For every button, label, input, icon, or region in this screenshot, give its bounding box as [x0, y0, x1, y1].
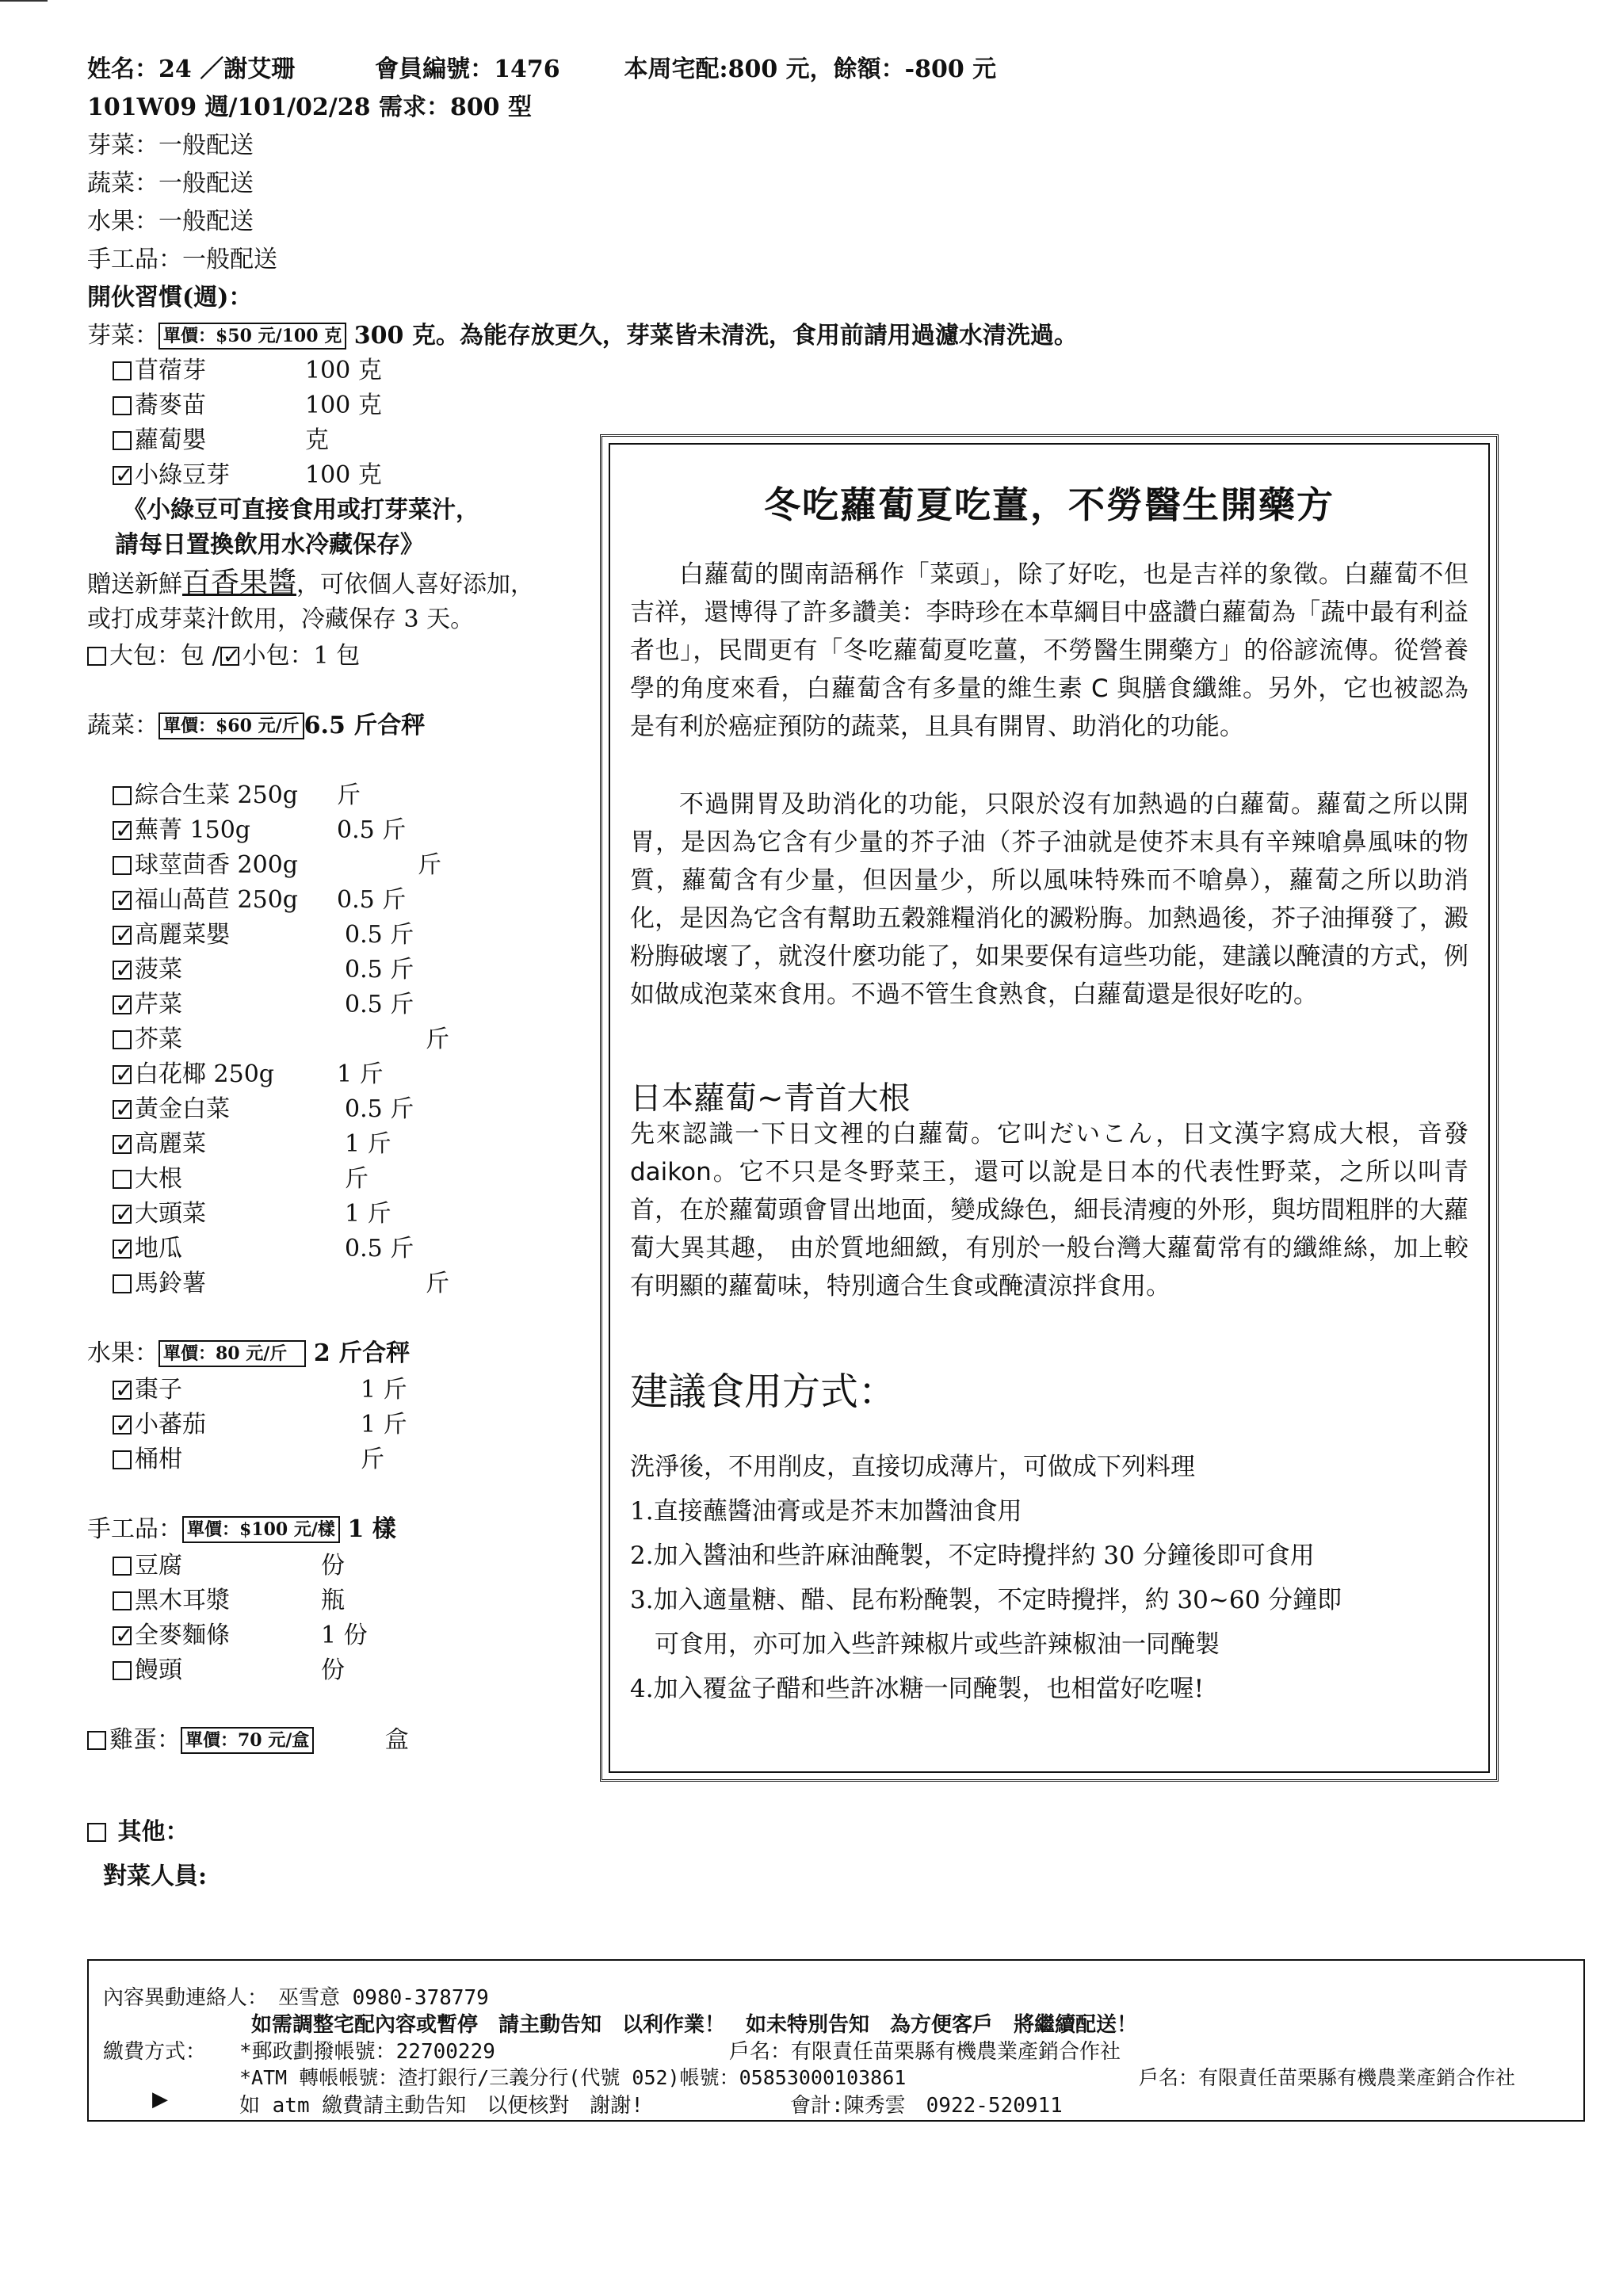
fruit-item[interactable]	[113, 1374, 407, 1406]
item-qty: 0.5 斤	[345, 1235, 414, 1263]
item-name: 菠菜	[135, 956, 182, 984]
checkbox[interactable]	[87, 1823, 106, 1842]
item-qty: 斤	[426, 1270, 449, 1297]
pack-size-row	[87, 640, 360, 672]
gift-line-2: 或打成芽菜汁飲用，冷藏保存 3 天。	[87, 606, 475, 633]
gift-text: 贈送新鮮	[87, 571, 182, 598]
handmade-price: 單價：$100 元/樣	[182, 1516, 340, 1543]
handmade-item[interactable]	[113, 1550, 345, 1582]
other-label: 其他：	[117, 1818, 189, 1846]
vegetable-item[interactable]	[113, 1094, 414, 1125]
article-inner-frame	[609, 443, 1490, 1773]
scan-edge-mark	[0, 0, 48, 2]
item-name: 芥菜	[135, 1026, 182, 1053]
delivery-sprouts: 芽菜：一般配送	[87, 132, 254, 159]
item-name: 大根	[135, 1165, 182, 1193]
item-name: 蕪菁 150g	[135, 816, 251, 844]
handmade-item[interactable]	[113, 1655, 345, 1687]
usage-item: 3.加入適量糖、醋、昆布粉醃製，不定時攪拌，約 30~60 分鐘即	[630, 1586, 1342, 1614]
weekly-balance: 本周宅配:800 元，餘額：-800 元	[624, 55, 997, 83]
vegetables-total: 6.5 斤合秤	[304, 712, 426, 739]
vegetable-item[interactable]	[113, 1129, 391, 1160]
vegetable-item[interactable]	[113, 850, 441, 881]
vegetables-label: 蔬菜：	[87, 712, 158, 739]
sprout-item[interactable]	[113, 425, 329, 457]
usage-item: 1.直接蘸醬油膏或是芥末加醬油食用	[630, 1497, 1022, 1526]
checkbox[interactable]	[113, 1557, 132, 1576]
item-qty: 份	[321, 1552, 345, 1580]
delivery-vegetables: 蔬菜：一般配送	[87, 170, 254, 197]
vegetable-item[interactable]	[113, 780, 361, 812]
checkbox[interactable]	[113, 1030, 132, 1049]
header-row	[87, 54, 996, 86]
vegetables-price: 單價：$60 元/斤	[158, 712, 304, 739]
fruits-price: 單價：80 元/斤	[158, 1340, 306, 1367]
checkbox[interactable]	[87, 1731, 106, 1750]
gift-product: 百香果醬	[182, 567, 297, 599]
sprouts-header	[87, 320, 1078, 352]
item-name: 球莖茴香 200g	[135, 851, 299, 879]
article-paragraph-3: 先來認識一下日文裡的白蘿蔔。它叫だいこん，日文漢字寫成大根，音發 daikon。它不只是冬野菜王，還可以說是日本的代表性野菜，之所以叫青首，在於蘿蔔頭會冒出地面，變成綠色，細長清瘦的外形，與坊間粗胖的大蘿蔔大異其趣， 由於質地細緻，有別於一般台灣大蘿蔔常有的纖維絲，加上較有明顯的蘿蔔味，特別適合生食或醃漬涼拌食用。	[630, 1120, 1468, 1301]
checkbox[interactable]	[113, 856, 132, 875]
eggs-row[interactable]	[87, 1725, 409, 1756]
item-qty: 克	[305, 426, 329, 454]
item-qty: 斤	[345, 1165, 369, 1193]
vegetable-item[interactable]	[113, 1198, 391, 1230]
checkbox-checked[interactable]	[113, 1626, 132, 1645]
item-name: 福山萵苣 250g	[135, 886, 299, 914]
checkbox-checked[interactable]	[113, 1381, 132, 1400]
pay-label: 繳費方式：	[103, 2040, 207, 2064]
delivery-fruits: 水果：一般配送	[87, 208, 254, 235]
item-name: 苜蓿芽	[135, 357, 206, 384]
item-name: 地瓜	[135, 1235, 182, 1263]
item-name: 豆腐	[135, 1552, 182, 1580]
vegetable-item[interactable]	[113, 919, 414, 951]
usage-item: 可食用，亦可加入些許辣椒片或些許辣椒油一同醃製	[630, 1630, 1220, 1659]
item-name: 高麗菜	[135, 1130, 206, 1158]
checkbox[interactable]	[113, 1274, 132, 1293]
handmade-total: 1 樣	[347, 1515, 396, 1543]
item-name: 饅頭	[135, 1656, 182, 1684]
item-qty: 0.5 斤	[337, 886, 407, 914]
item-name: 小蕃茄	[135, 1411, 206, 1438]
article-paragraph-1: 白蘿蔔的閩南語稱作「菜頭」，除了好吃，也是吉祥的象徵。白蘿蔔不但吉祥，還博得了許多讚美：李時珍在本草綱目中盛讚白蘿蔔為「蔬中最有利益者也」，民間更有「冬吃蘿蔔夏吃薑，不勞醫生開藥方」的俗諺流傳。從營養學的角度來看，白蘿蔔含有多量的維生素 C 與膳食纖維。另外，它也被認為是有利於癌症預防的蔬菜，且具有開胃、助消化的功能。	[630, 560, 1468, 741]
article-title: 冬吃蘿蔔夏吃薑，不勞醫生開藥方	[764, 483, 1335, 526]
item-name: 大頭菜	[135, 1200, 206, 1228]
vegetable-item[interactable]	[113, 954, 414, 986]
checkbox-checked[interactable]	[113, 891, 132, 910]
vegetable-item[interactable]	[113, 1268, 449, 1300]
fruits-total: 2 斤合秤	[313, 1339, 411, 1367]
item-name: 白花椰 250g	[135, 1060, 275, 1088]
item-name: 全麥麵條	[135, 1622, 230, 1649]
item-name: 黑木耳漿	[135, 1587, 230, 1614]
item-name: 棗子	[135, 1376, 182, 1404]
item-name: 高麗菜嬰	[135, 921, 230, 949]
vegetables-header	[87, 710, 425, 742]
item-qty: 瓶	[321, 1587, 345, 1614]
eggs-unit: 盒	[384, 1726, 409, 1754]
checkbox[interactable]	[113, 431, 132, 450]
item-qty: 0.5 斤	[345, 991, 414, 1018]
article-box	[600, 434, 1499, 1782]
item-qty: 斤	[361, 1446, 384, 1473]
vegetable-item[interactable]	[113, 1024, 449, 1056]
item-qty: 1 斤	[345, 1130, 391, 1158]
item-name: 綜合生菜 250g	[135, 781, 299, 809]
week-line: 101W09 週/101/02/28 需求：800 型	[87, 94, 533, 121]
checkbox[interactable]	[113, 396, 132, 415]
gift-text: ，可依個人喜好添加，	[296, 571, 535, 598]
eggs-label: 雞蛋：	[109, 1726, 181, 1754]
vegetable-item[interactable]	[113, 989, 414, 1021]
item-qty: 1 斤	[361, 1376, 407, 1404]
item-name: 蕎麥苗	[135, 392, 206, 419]
checkbox[interactable]	[113, 1170, 132, 1189]
item-qty: 斤	[418, 851, 441, 879]
large-pack: 大包：包 /	[109, 642, 220, 670]
checkbox[interactable]	[113, 361, 132, 380]
checkbox-checked[interactable]	[113, 961, 132, 980]
gift-line-1	[87, 567, 534, 601]
checkbox-checked[interactable]	[220, 647, 239, 666]
sprout-item[interactable]	[113, 355, 382, 387]
checkbox[interactable]	[113, 1450, 132, 1469]
checkbox[interactable]	[87, 647, 106, 666]
small-pack: 小包：1 包	[242, 642, 361, 670]
usage-list	[630, 1445, 1468, 1711]
checkbox-checked[interactable]	[113, 995, 132, 1014]
handmade-header	[87, 1514, 396, 1545]
vegetable-item[interactable]	[113, 815, 407, 846]
article-paragraph-2: 不過開胃及助消化的功能，只限於沒有加熱過的白蘿蔔。蘿蔔之所以開胃，是因為它含有少量的芥子油（芥子油就是使芥末具有辛辣嗆鼻風味的物質，蘿蔔含有少量，但因量少，所以風味特殊而不嗆鼻），蘿蔔之所以助消化，是因為它含有幫助五穀雜糧消化的澱粉脢。加熱過後，芥子油揮發了，澱粉脢破壞了，就沒什麼功能了，如果要保有這些功能，建議以醃漬的方式，例如做成泡菜來食用。不過不管生食熟食，白蘿蔔還是很好吃的。	[630, 790, 1468, 1009]
member-number: 會員編號：1476	[375, 55, 560, 83]
article-subheading-daikon: 日本蘿蔔~青首大根	[630, 1080, 911, 1117]
vegetable-item[interactable]	[113, 1233, 414, 1265]
item-qty: 1 斤	[337, 1060, 384, 1088]
atm-account: *ATM 轉帳帳號：渣打銀行/三義分行(代號 052)帳號：05853000103861	[239, 2066, 907, 2089]
sprouts-price: 單價：$50 元/100 克	[158, 323, 346, 350]
item-qty: 斤	[337, 781, 361, 809]
checkbox-checked[interactable]	[113, 1415, 132, 1435]
eggs-price: 單價：70 元/盒	[181, 1727, 314, 1754]
item-qty: 份	[321, 1656, 345, 1684]
arrow-icon: ▶	[152, 2088, 168, 2111]
sprout-note-2: 請每日置換飲用水冷藏保存》	[115, 531, 424, 559]
checker-label: 對菜人員:	[103, 1862, 208, 1890]
accountant-contact: 會計:陳秀雲 0922-520911	[790, 2094, 1063, 2118]
sprouts-label: 芽菜：	[87, 322, 158, 350]
item-qty: 100 克	[305, 392, 382, 419]
usage-intro: 洗淨後，不用削皮，直接切成薄片，可做成下列料理	[630, 1453, 1195, 1481]
checkbox-checked[interactable]	[113, 1135, 132, 1154]
notice-line: 如需調整宅配內容或暫停 請主動告知 以利作業！ 如未特別告知 為方便客戶 將繼續配送！	[251, 2013, 1138, 2037]
customer-name: 姓名：24 ／謝艾珊	[87, 55, 296, 83]
checkbox[interactable]	[113, 1591, 132, 1610]
item-qty: 100 克	[305, 357, 382, 384]
payment-info-box	[87, 1959, 1585, 2122]
item-name: 黃金白菜	[135, 1095, 230, 1123]
sprout-note-1: 《小綠豆可直接食用或打芽菜汁，	[123, 496, 479, 524]
checkbox[interactable]	[113, 786, 132, 805]
delivery-handmade: 手工品：一般配送	[87, 246, 277, 273]
handmade-label: 手工品：	[87, 1515, 182, 1543]
item-qty: 斤	[426, 1026, 449, 1053]
handmade-item[interactable]	[113, 1585, 345, 1617]
article-subheading-usage: 建議食用方式：	[630, 1370, 897, 1414]
contact-line: 內容異動連絡人： 巫雪意 0980-378779	[103, 1986, 489, 2010]
item-name: 桶柑	[135, 1446, 182, 1473]
sprout-item[interactable]	[113, 390, 382, 422]
vegetable-item[interactable]	[113, 1059, 384, 1091]
postal-account: *郵政劃撥帳號：22700229	[239, 2040, 495, 2064]
usage-item: 2.加入醬油和些許麻油醃製，不定時攪拌約 30 分鐘後即可食用	[630, 1541, 1315, 1570]
item-name: 小綠豆芽	[135, 461, 230, 489]
item-qty: 0.5 斤	[345, 921, 414, 949]
checkbox-checked[interactable]	[113, 1240, 132, 1259]
checkbox-checked[interactable]	[113, 466, 132, 485]
postal-account-name: 戶名：有限責任苗栗縣有機農業產銷合作社	[729, 2040, 1121, 2064]
checkbox-checked[interactable]	[113, 926, 132, 945]
checkbox-checked[interactable]	[113, 821, 132, 840]
item-qty: 1 斤	[361, 1411, 407, 1438]
sprouts-amount-note: 300 克。為能存放更久，芽菜皆未清洗，食用前請用過濾水清洗過。	[353, 322, 1078, 350]
item-name: 蘿蔔嬰	[135, 426, 206, 454]
item-qty: 1 斤	[345, 1200, 391, 1228]
usage-item: 4.加入覆盆子醋和些許冰糖一同醃製，也相當好吃喔!	[630, 1675, 1205, 1703]
item-name: 芹菜	[135, 991, 182, 1018]
cooking-habit-label: 開伙習慣(週)：	[87, 284, 253, 311]
atm-account-name: 戶名：有限責任苗栗縣有機農業產銷合作社	[1139, 2066, 1516, 2089]
item-qty: 0.5 斤	[337, 816, 407, 844]
fruit-item[interactable]	[113, 1444, 384, 1476]
item-qty: 1 份	[321, 1622, 368, 1649]
item-name: 馬鈴薯	[135, 1270, 206, 1297]
checkbox-checked[interactable]	[113, 1205, 132, 1224]
checkbox-checked[interactable]	[113, 1100, 132, 1119]
fruits-label: 水果：	[87, 1339, 158, 1367]
handmade-item[interactable]	[113, 1620, 368, 1652]
fruits-header	[87, 1338, 410, 1370]
item-qty: 0.5 斤	[345, 1095, 414, 1123]
vegetable-item[interactable]	[113, 884, 407, 916]
checkbox[interactable]	[113, 1661, 132, 1680]
item-qty: 100 克	[305, 461, 382, 489]
other-row[interactable]	[87, 1817, 189, 1848]
item-qty: 0.5 斤	[345, 956, 414, 984]
atm-notice: 如 atm 繳費請主動告知 以便核對 謝謝!	[239, 2094, 643, 2118]
fruit-item[interactable]	[113, 1409, 407, 1441]
vegetable-item[interactable]	[113, 1163, 369, 1195]
sprout-item[interactable]	[113, 460, 382, 491]
checkbox-checked[interactable]	[113, 1065, 132, 1084]
